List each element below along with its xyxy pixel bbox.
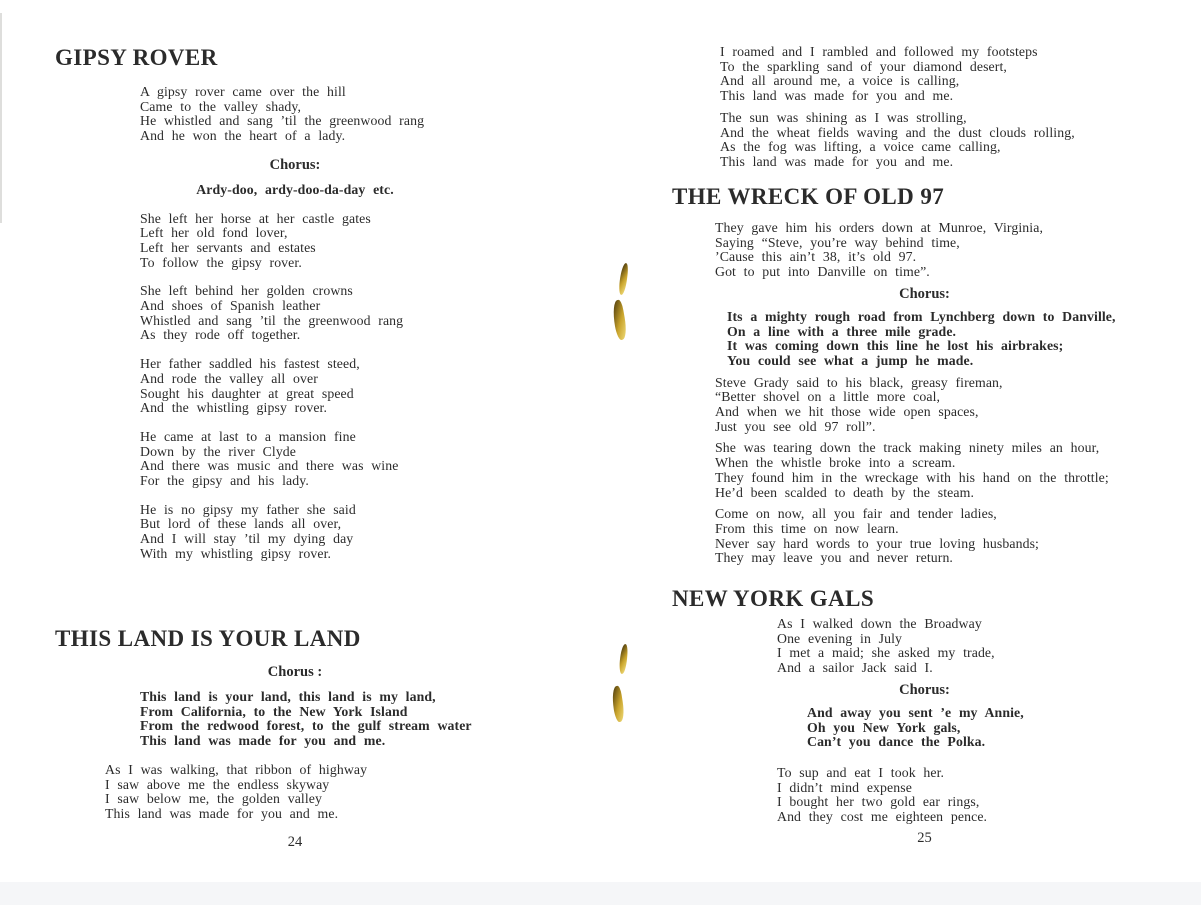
verse-line: But lord of these lands all over,	[140, 516, 342, 532]
verse-line: Her father saddled his fastest steed,	[140, 356, 360, 372]
song-title: NEW YORK GALS	[672, 586, 875, 611]
song-section-new-york-gals	[672, 585, 1177, 832]
verse-line: He whistled and sang ’til the greenwood rang	[140, 113, 425, 129]
chorus-line: From the redwood forest, to the gulf stream water	[140, 718, 472, 734]
verse-line: And shoes of Spanish leather	[140, 298, 321, 314]
chorus-line: And away you sent ’e my Annie,	[807, 704, 1024, 720]
verse-line: I saw below me, the golden valley	[105, 791, 323, 807]
verse-line: ’Cause this ain’t 38, it’s old 97.	[715, 249, 917, 265]
verse-line: And the whistling gipsy rover.	[140, 400, 328, 416]
verse-line: I roamed and I rambled and followed my footsteps	[720, 44, 1038, 59]
verse	[720, 45, 1177, 104]
verse-line: A gipsy rover came over the hill	[140, 84, 346, 99]
chorus	[807, 706, 1177, 750]
verse-line: And he won the heart of a lady.	[140, 128, 346, 144]
verse-line: As I walked down the Broadway	[777, 616, 982, 631]
verse-line: Just you see old 97 roll”.	[715, 418, 876, 434]
verse-line: They may leave you and never return.	[715, 550, 953, 566]
verse-line: Saying “Steve, you’re way behind time,	[715, 234, 960, 250]
chorus-line: You could see what a jump he made.	[727, 352, 974, 368]
verse-line: I didn’t mind expense	[777, 779, 912, 795]
verse-line: And all around me, a voice is calling,	[720, 73, 960, 89]
song-section-gipsy-rover	[55, 44, 535, 562]
verse-line: With my whistling gipsy rover.	[140, 545, 332, 561]
verse	[140, 357, 535, 416]
verse	[715, 221, 1177, 280]
verse-line: Left her servants and estates	[140, 239, 316, 255]
verse-line: And rode the valley all over	[140, 370, 318, 386]
page-number-right: 25	[917, 830, 932, 846]
binding-stitch	[610, 685, 626, 722]
verse-line: As they rode off together.	[140, 327, 301, 343]
verse-line: He came at last to a mansion fine	[140, 428, 356, 444]
verse-line: Steve Grady said to his black, greasy fireman,	[715, 374, 1003, 390]
left-page	[55, 44, 535, 868]
verse	[715, 376, 1177, 435]
verse	[105, 763, 535, 822]
verse-line: Sought his daughter at great speed	[140, 385, 354, 401]
verse-line: He’d been scalded to death by the steam.	[715, 484, 975, 500]
song-title: THIS LAND IS YOUR LAND	[55, 626, 361, 651]
binding-stitch	[611, 299, 629, 340]
scan-bottom-edge	[0, 882, 1201, 905]
song-section-this-land	[55, 625, 535, 836]
verse-line: And the wheat fields waving and the dust clouds rolling,	[720, 124, 1075, 140]
chorus	[140, 690, 535, 749]
chorus-line: From California, to the New York Island	[140, 703, 408, 719]
chorus	[727, 310, 1177, 369]
verse-line: “Better shovel on a little more coal,	[715, 389, 941, 405]
verse-line: She left behind her golden crowns	[140, 283, 353, 299]
verse-line: To follow the gipsy rover.	[140, 254, 302, 270]
verse	[720, 111, 1177, 170]
verse	[140, 503, 535, 562]
right-page	[672, 40, 1177, 872]
chorus-line: It was coming down this line he lost his airbrakes;	[727, 338, 1064, 354]
verse-line: Never say hard words to your true loving husbands;	[715, 535, 1039, 551]
verse-line: The sun was shining as I was strolling,	[720, 109, 967, 125]
binding-stitch	[619, 644, 629, 674]
verse-line: As the fog was lifting, a voice came calling,	[720, 139, 1001, 155]
song-section-wreck-old-97	[672, 183, 1177, 573]
verse-line: And I will stay ’til my dying day	[140, 531, 354, 547]
verse-line: This land was made for you and me.	[720, 153, 954, 169]
verse-line: They gave him his orders down at Munroe, Virginia,	[715, 220, 1043, 235]
verse	[715, 441, 1177, 500]
chorus-label: Chorus:	[269, 156, 321, 173]
chorus-line: Ardy-doo, ardy-doo-da-day etc.	[196, 181, 394, 197]
song-section-this-land-cont	[672, 40, 1177, 170]
page-edge-shadow	[0, 13, 2, 223]
verse	[140, 284, 535, 343]
chorus-line: This land was made for you and me.	[140, 733, 386, 749]
chorus-label: Chorus:	[899, 681, 950, 698]
verse-line: And when we hit those wide open spaces,	[715, 404, 979, 420]
verse-line: As I was walking, that ribbon of highway	[105, 761, 368, 777]
verse-line: Got to put into Danville on time”.	[715, 264, 930, 280]
chorus-line: On a line with a three mile grade.	[727, 323, 957, 339]
verse-line: Down by the river Clyde	[140, 443, 297, 459]
verse-line: Came to the valley shady,	[140, 98, 302, 114]
chorus-line: Can’t you dance the Polka.	[807, 734, 986, 750]
verse	[140, 430, 535, 489]
song-title: GIPSY ROVER	[55, 45, 218, 70]
chorus-line: Its a mighty rough road from Lynchberg down to Danville,	[727, 308, 1116, 324]
page-number-left: 24	[287, 834, 303, 850]
verse-line: They found him in the wreckage with his hand on the throttle;	[715, 469, 1109, 485]
verse-line: He is no gipsy my father she said	[140, 501, 356, 517]
song-title: THE WRECK OF OLD 97	[672, 184, 945, 209]
verse-line: To the sparkling sand of your diamond desert,	[720, 58, 1007, 74]
chorus	[55, 183, 535, 198]
verse	[777, 766, 1177, 825]
verse-line: She left her horse at her castle gates	[140, 210, 371, 226]
verse-line: This land was made for you and me.	[105, 805, 339, 821]
chorus-line: This land is your land, this land is my land,	[140, 689, 436, 704]
left-page-content	[55, 44, 535, 868]
verse-line: For the gipsy and his lady.	[140, 473, 309, 489]
verse-line: I saw above me the endless skyway	[105, 776, 330, 792]
verse-line: I met a maid; she asked my trade,	[777, 645, 995, 661]
chorus-label: Chorus :	[267, 664, 323, 680]
verse-line: I bought her two gold ear rings,	[777, 794, 980, 810]
verse-line: Left her old fond lover,	[140, 225, 288, 241]
verse-line: She was tearing down the track making ninety miles an hour,	[715, 440, 1100, 456]
verse-line: Come on now, all you fair and tender ladies,	[715, 506, 997, 522]
verse	[715, 507, 1177, 566]
verse	[140, 85, 535, 144]
verse-line: To sup and eat I took her.	[777, 764, 945, 780]
right-page-content	[672, 40, 1177, 872]
verse-line: Whistled and sang ’til the greenwood rang	[140, 312, 404, 328]
verse-line: One evening in July	[777, 630, 903, 646]
chorus-label: Chorus:	[899, 285, 950, 302]
verse	[777, 617, 1177, 676]
binding-stitch	[618, 263, 629, 296]
verse-line: This land was made for you and me.	[720, 88, 954, 104]
verse-line: When the whistle broke into a scream.	[715, 455, 956, 471]
verse-line: From this time on now learn.	[715, 520, 899, 536]
verse-line: And a sailor Jack said I.	[777, 660, 933, 676]
verse-line: And there was music and there was wine	[140, 458, 399, 474]
verse	[140, 212, 535, 271]
chorus-line: Oh you New York gals,	[807, 719, 961, 735]
verse-line: And they cost me eighteen pence.	[777, 809, 988, 825]
